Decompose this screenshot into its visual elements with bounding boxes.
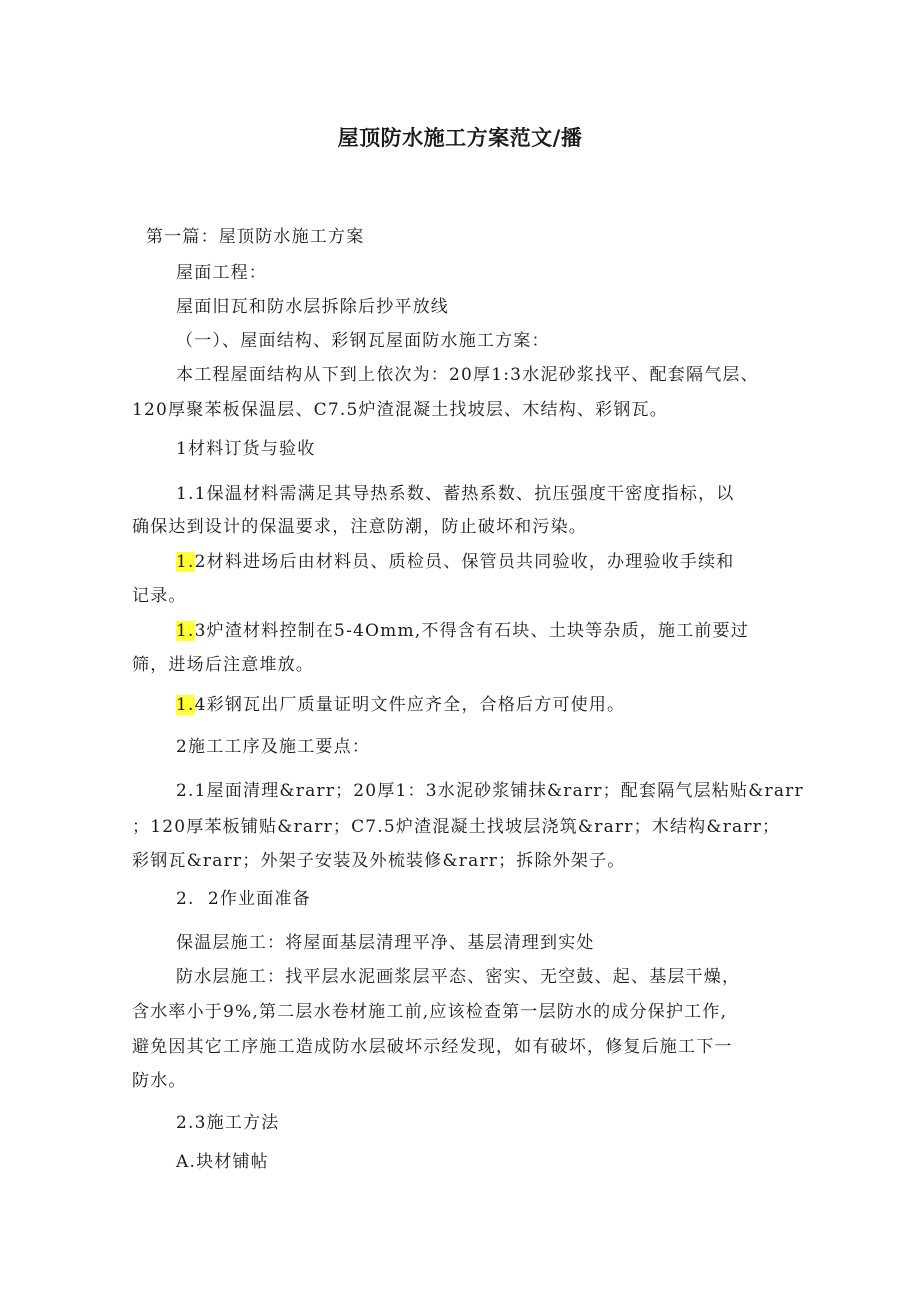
item-text: 炉渣材料控制在5-4Omm,不得含有石块、土块等杂质，施工前要过: [206, 621, 750, 641]
paragraph-line: 记录。: [132, 586, 187, 606]
paragraph-line: 筛，进场后注意堆放。: [132, 655, 314, 675]
item-text: 材料进场后由材料员、质检员、保管员共同验收，办理验收手续和: [206, 552, 735, 572]
paragraph-line: 2.3施工方法: [176, 1113, 280, 1133]
paragraph-line: 2.1屋面清理&rarr；20厚1：3水泥砂浆铺抹&rarr；配套隔气层粘贴&rarr: [176, 781, 804, 801]
paragraph-line: 保温层施工：将屋面基层清理平净、基层清理到实处: [176, 933, 595, 953]
paragraph-line: 1材料订货与验收: [176, 439, 316, 459]
paragraph-line: 避免因其它工序施工造成防水层破坏示经发现，如有破坏，修复后施工下一: [132, 1037, 733, 1057]
highlight-mark: 1.: [176, 621, 195, 641]
highlight-mark: 1.: [176, 552, 195, 572]
paragraph-line: 120厚聚苯板保温层、C7.5炉渣混凝土找坡层、木结构、彩钢瓦。: [132, 400, 668, 420]
item-number: 4: [194, 695, 207, 715]
paragraph-line: 屋面工程：: [176, 263, 267, 283]
paragraph-line: 确保达到设计的保温要求，注意防潮，防止破坏和污染。: [132, 517, 587, 537]
paragraph-line: 防水。: [132, 1071, 187, 1091]
paragraph-line: 本工程屋面结构从下到上依次为：20厚1:3水泥砂浆找平、配套隔气层、: [176, 365, 759, 385]
item-text: 彩钢瓦出厂质量证明文件应齐全，合格后方可使用。: [206, 695, 626, 715]
paragraph-line: 含水率小于9%,第二层水卷材施工前,应该检查第一层防水的成分保护工作,: [132, 1002, 728, 1022]
paragraph-line: ；120厚苯板铺贴&rarr；C7.5炉渣混凝土找坡层浇筑&rarr；木结构&rarr；: [132, 817, 781, 837]
paragraph-line-1-2: [132, 545, 836, 579]
paragraph-line: 2. 2作业面准备: [176, 889, 311, 909]
highlight-mark: 1.: [176, 695, 195, 715]
paragraph-line: 彩钢瓦&rarr；外架子安装及外梳装修&rarr；拆除外架子。: [132, 851, 626, 871]
paragraph-line: 2施工工序及施工要点：: [176, 737, 371, 757]
paragraph-line-1-4: [132, 688, 836, 722]
page-title: 屋顶防水施工方案范文/播: [337, 126, 583, 150]
paragraph-line: 1.1保温材料需满足其导热系数、蓄热系数、抗压强度干密度指标，以: [176, 484, 735, 504]
section-heading: 第一篇：屋顶防水施工方案: [146, 227, 365, 247]
item-number: 3: [194, 621, 207, 641]
paragraph-line: （一）、屋面结构、彩钢瓦屋面防水施工方案：: [176, 331, 550, 351]
item-number: 2: [194, 552, 207, 572]
paragraph-line: 防水层施工：找平层水泥画浆层平态、密实、无空鼓、起、基层干燥，: [176, 967, 741, 987]
paragraph-line: 屋面旧瓦和防水层拆除后抄平放线: [176, 297, 449, 317]
paragraph-line-1-3: [132, 614, 836, 648]
paragraph-line: A.块材铺帖: [176, 1152, 269, 1172]
